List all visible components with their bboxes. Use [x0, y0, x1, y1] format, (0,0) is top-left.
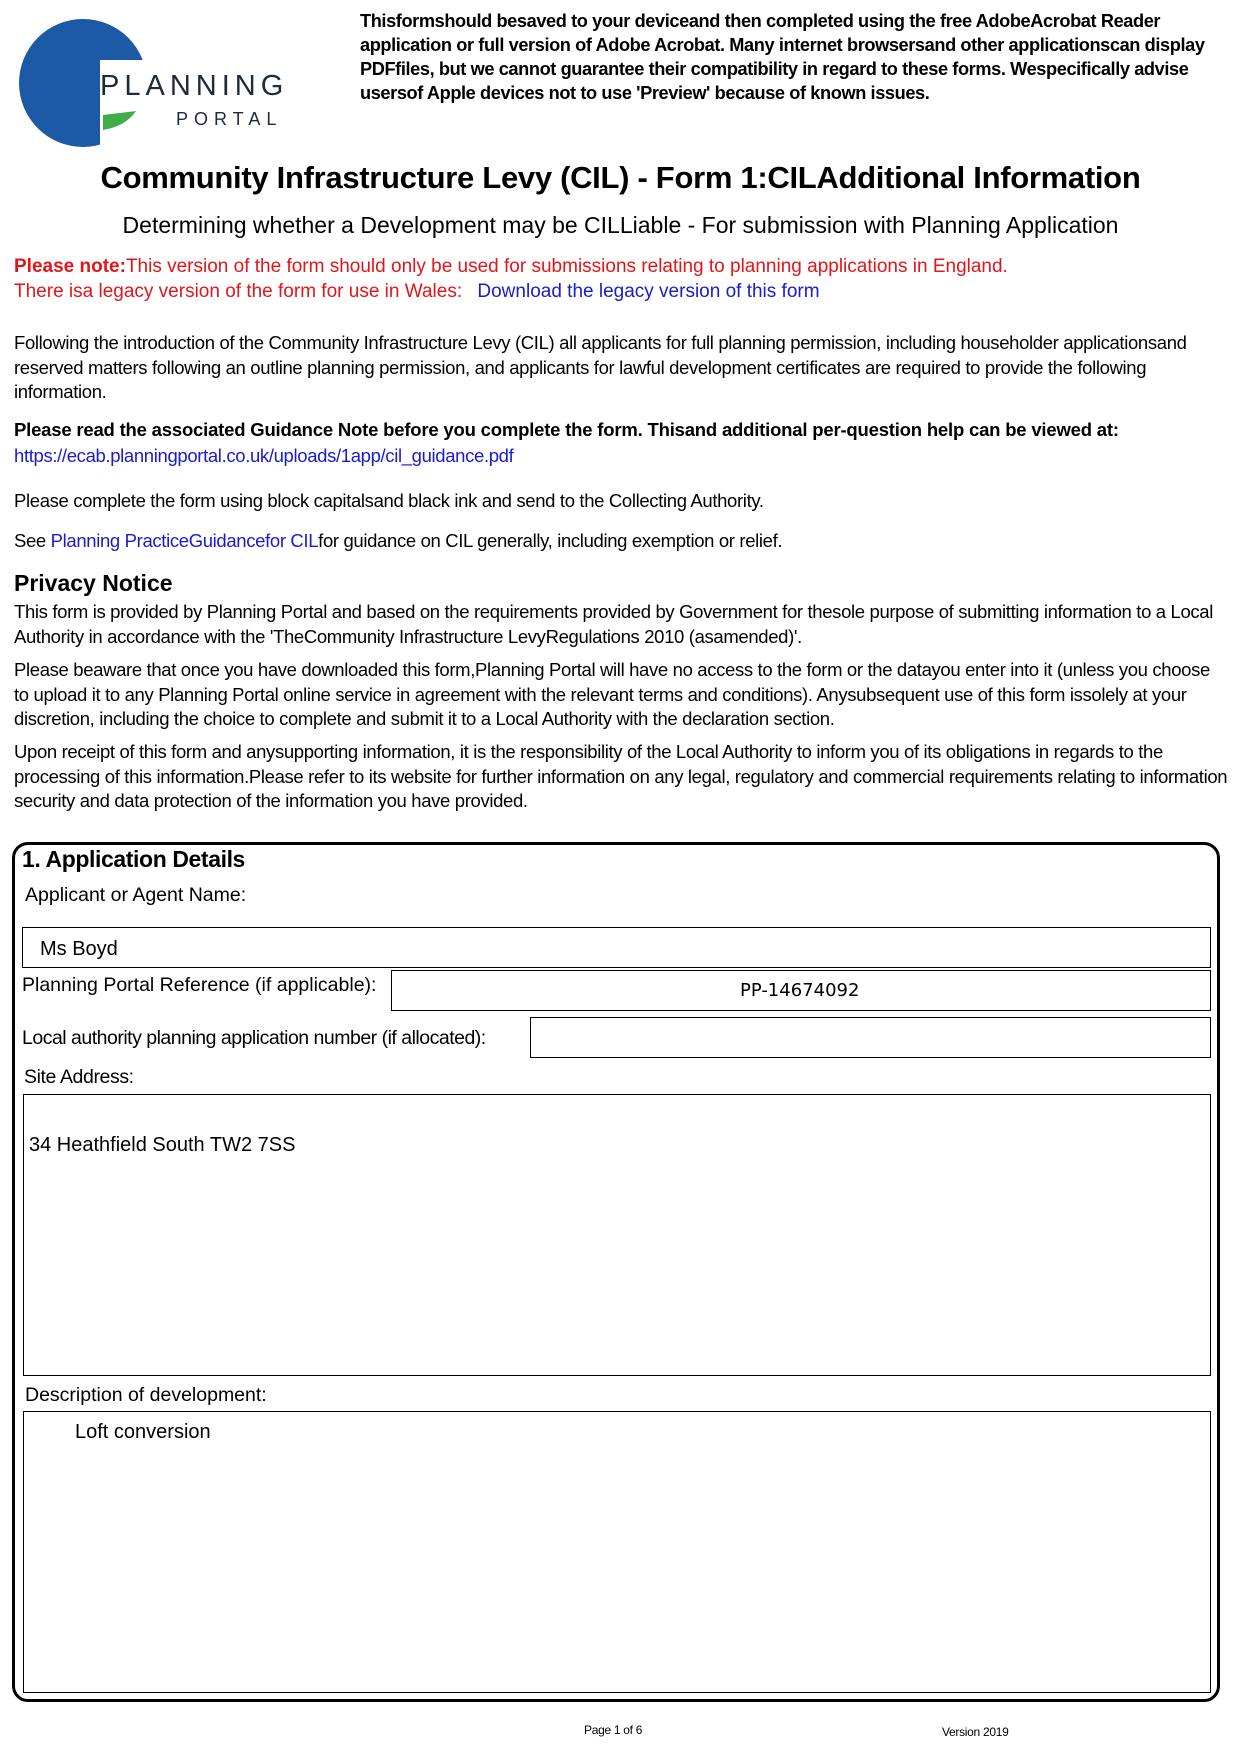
privacy-paragraph-3: Upon receipt of this form and anysupporting information, it is the responsibility of the Local Authority to inform you of its obligations in regards to the processing of this information.Please refer to its website for further information on any legal, regulatory and commercial requirements relating to information security and data protection of the information you have provided. — [14, 741, 1228, 811]
guidance-link[interactable]: https://ecab.planningportal.co.uk/uploads/1app/cil_guidance.pdf — [14, 445, 514, 466]
ppg-prefix: See — [14, 530, 51, 551]
please-note — [14, 254, 1008, 279]
la-number-label: Local authority planning application number (if allocated): — [22, 1027, 486, 1049]
logo-text-planning: PLANNING — [100, 70, 289, 102]
form-version: Version 2019 — [942, 1725, 1009, 1739]
form-subtitle: Determining whether a Development may be CILLiable - For submission with Planning Application — [122, 212, 1119, 238]
description-field[interactable] — [23, 1411, 1211, 1693]
software-notice: Thisformshould besaved to your deviceand then completed using the free AdobeAcrobat Reader application or full version of Adobe Acrobat. Many internet browsersand other applicationscan display PDFfiles, but we cannot guarantee their compatibility in regard to these forms. Wespecifically advise usersof Apple devices not to use 'Preview' because of known issues. — [360, 11, 1205, 103]
applicant-name-field[interactable] — [22, 927, 1211, 968]
please-note-label: Please note: — [14, 256, 126, 277]
legacy-form-link[interactable]: Download the legacy version of this form — [477, 281, 820, 302]
ppg-suffix: for guidance on CIL generally, including exemption or relief. — [318, 530, 783, 551]
pp-ref-label: Planning Portal Reference (if applicable): — [22, 974, 377, 996]
site-address-label: Site Address: — [24, 1066, 134, 1088]
page-number: Page 1 of 6 — [584, 1723, 643, 1737]
privacy-paragraph-2: Please beaware that once you have downloaded this form,Planning Portal will have no access to the form or the datayou enter into it (unless you choose to upload it to any Planning Portal online service in agreement with the relevant terms and conditions). Anysubsequent use of this form issolely at your discretion, including the choice to complete and submit it to a Local Authority with the declaration section. — [14, 659, 1210, 729]
description-label: Description of development: — [25, 1384, 267, 1406]
ppg-line — [14, 529, 1229, 554]
section-title: 1. Application Details — [22, 846, 245, 872]
pp-reference-value: PP-14674092 — [740, 980, 860, 1001]
privacy-heading: Privacy Notice — [14, 570, 173, 596]
applicant-name-value: Ms Boyd — [40, 938, 118, 960]
applicant-label: Applicant or Agent Name: — [25, 884, 247, 906]
wales-note-text: There isa legacy version of the form for use in Wales: — [14, 281, 463, 302]
block-capitals-instruction: Please complete the form using block capitalsand black ink and send to the Collecting Authority. — [14, 490, 764, 511]
guidance-text: Please read the associated Guidance Note before you complete the form. Thisand additional per-question help can be viewed at: — [14, 419, 1119, 440]
planning-portal-logo — [18, 18, 303, 148]
intro-paragraph: Following the introduction of the Community Infrastructure Levy (CIL) all applicants for full planning permission, including householder applicationsand reserved matters following an outline planning permission, and applicants for lawful development certificates are required to provide the following information. — [14, 332, 1187, 402]
pp-reference-field[interactable] — [391, 970, 1211, 1011]
ppg-link[interactable]: Planning PracticeGuidancefor CIL — [50, 530, 319, 551]
logo-text-portal: PORTAL — [176, 109, 283, 129]
site-address-value: 34 Heathfield South TW2 7SS — [29, 1134, 296, 1156]
form-title: Community Infrastructure Levy (CIL) - Form 1:CILAdditional Information — [100, 160, 1141, 195]
site-address-field[interactable] — [23, 1094, 1211, 1376]
description-value: Loft conversion — [75, 1421, 211, 1443]
privacy-paragraph-1: This form is provided by Planning Portal and based on the requirements provided by Government for thesole purpose of submitting information to a Local Authority in accordance with the 'TheCommunity Infrastructure LevyRegulations 2010 (asamended)'. — [14, 601, 1213, 647]
please-note-text: This version of the form should only be used for submissions relating to planning applications in England. — [125, 256, 1008, 277]
la-application-number-field[interactable] — [530, 1017, 1211, 1058]
wales-note — [14, 279, 820, 304]
